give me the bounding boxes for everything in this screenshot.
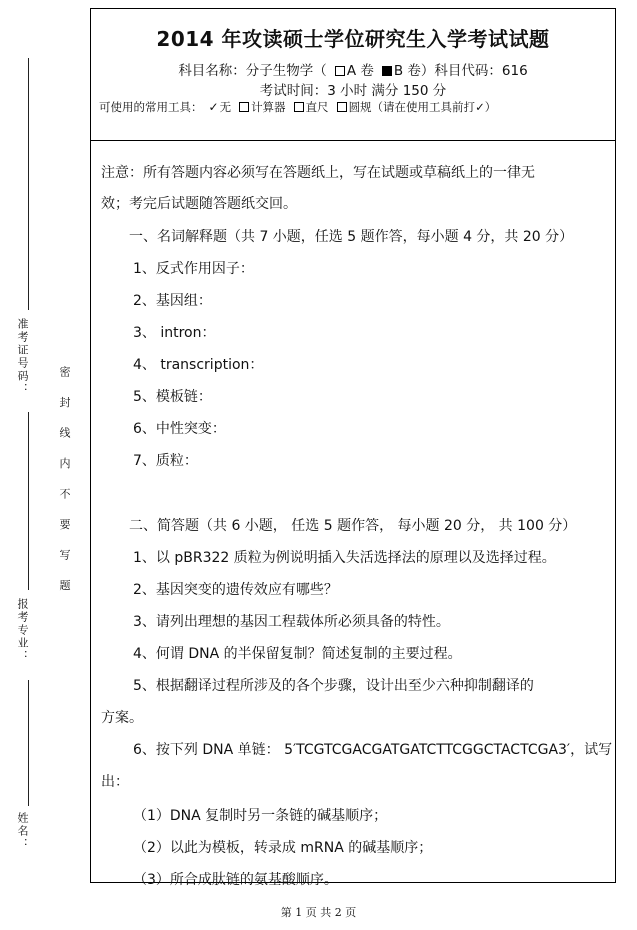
tool-none: 无 (219, 100, 232, 114)
compass-checkbox (337, 102, 347, 112)
section2-question: 5、根据翻译过程所涉及的各个步骤，设计出至少六种抑制翻译的 (133, 678, 534, 694)
tool-calculator: 计算器 (251, 100, 286, 114)
section1-item: 1、反式作用因子： (133, 261, 254, 277)
section2-question: 6、按下列 DNA 单链： 5′TCGTCGACGATGATCTTCGGCTACTCGA3′，试写 (133, 742, 613, 758)
ruler-checkbox (294, 102, 304, 112)
time-line: 考试时间：3 小时 满分 150 分 (259, 83, 447, 99)
section2-subquestion: （2）以此为模板，转录成 mRNA 的碱基顺序； (133, 840, 433, 856)
option-b-label: B 卷）科目代码：616 (393, 63, 528, 79)
calculator-checkbox (239, 102, 249, 112)
name-label: 姓名： (16, 812, 29, 851)
section2-question: 2、基因突变的遗传效应有哪些？ (133, 582, 338, 598)
option-a-label: A 卷 (346, 63, 374, 79)
major-label: 报考专业： (16, 598, 29, 663)
admission-number-label: 准考证号码： (16, 318, 29, 396)
margin-rule-middle (28, 412, 29, 590)
tool-compass: 圆规（请在使用工具前打 (348, 100, 476, 114)
section1-item: 6、中性突变： (133, 421, 226, 437)
seal-line-notice: 密 封 线 内 不 要 写 题 (58, 366, 71, 599)
exam-title: 2014 年攻读硕士学位研究生入学考试试题 (156, 27, 550, 51)
section2-question: 4、何谓 DNA 的半保留复制？简述复制的主要过程。 (133, 646, 462, 662)
tool-ruler: 直尺 (305, 100, 329, 114)
section2-question: 3、请列出理想的基因工程载体所必须具备的特性。 (133, 614, 450, 630)
option-b-checkbox (382, 66, 392, 76)
margin-rule-top (28, 58, 29, 310)
tools-line (99, 99, 496, 115)
subject-line (91, 59, 615, 79)
section1-item: 3、 intron： (133, 325, 216, 341)
section2-question: 1、以 pBR322 质粒为例说明插入失活选择法的原理以及选择过程。 (133, 550, 556, 566)
margin-rule-bottom (28, 680, 29, 806)
section2-question-cont: 出： (101, 774, 129, 790)
notice-line-1: 注意：所有答题内容必须写在答题纸上，写在试题或草稿纸上的一律无 (101, 165, 535, 181)
check-mark-icon: ✓ (208, 100, 219, 114)
tool-compass-end: ） (484, 100, 497, 114)
section2-heading: 二、简答题（共 6 小题， 任选 5 题作答， 每小题 20 分， 共 100 分） (129, 518, 577, 534)
check-mark-icon: ✓ (475, 100, 485, 114)
section1-item: 5、模板链： (133, 389, 212, 405)
section2-subquestion: （3）所合成肽链的氨基酸顺序。 (133, 872, 338, 888)
option-a-checkbox (335, 66, 345, 76)
section1-item: 2、基因组： (133, 293, 212, 309)
notice-line-2: 效；考完后试题随答题纸交回。 (101, 196, 297, 212)
exam-header (91, 9, 615, 141)
section2-question-cont: 方案。 (101, 710, 143, 726)
section1-item: 4、 transcription： (133, 357, 264, 373)
subject-label: 科目名称：分子生物学（ (178, 63, 327, 79)
section1-item: 7、质粒： (133, 453, 198, 469)
section1-heading: 一、名词解释题（共 7 小题，任选 5 题作答，每小题 4 分，共 20 分） (129, 229, 574, 245)
page-number: 第 1 页 共 2 页 (280, 906, 357, 919)
section2-subquestion: （1）DNA 复制时另一条链的碱基顺序； (133, 808, 388, 824)
exam-frame (90, 8, 616, 888)
tools-label: 可使用的常用工具： (99, 100, 203, 114)
